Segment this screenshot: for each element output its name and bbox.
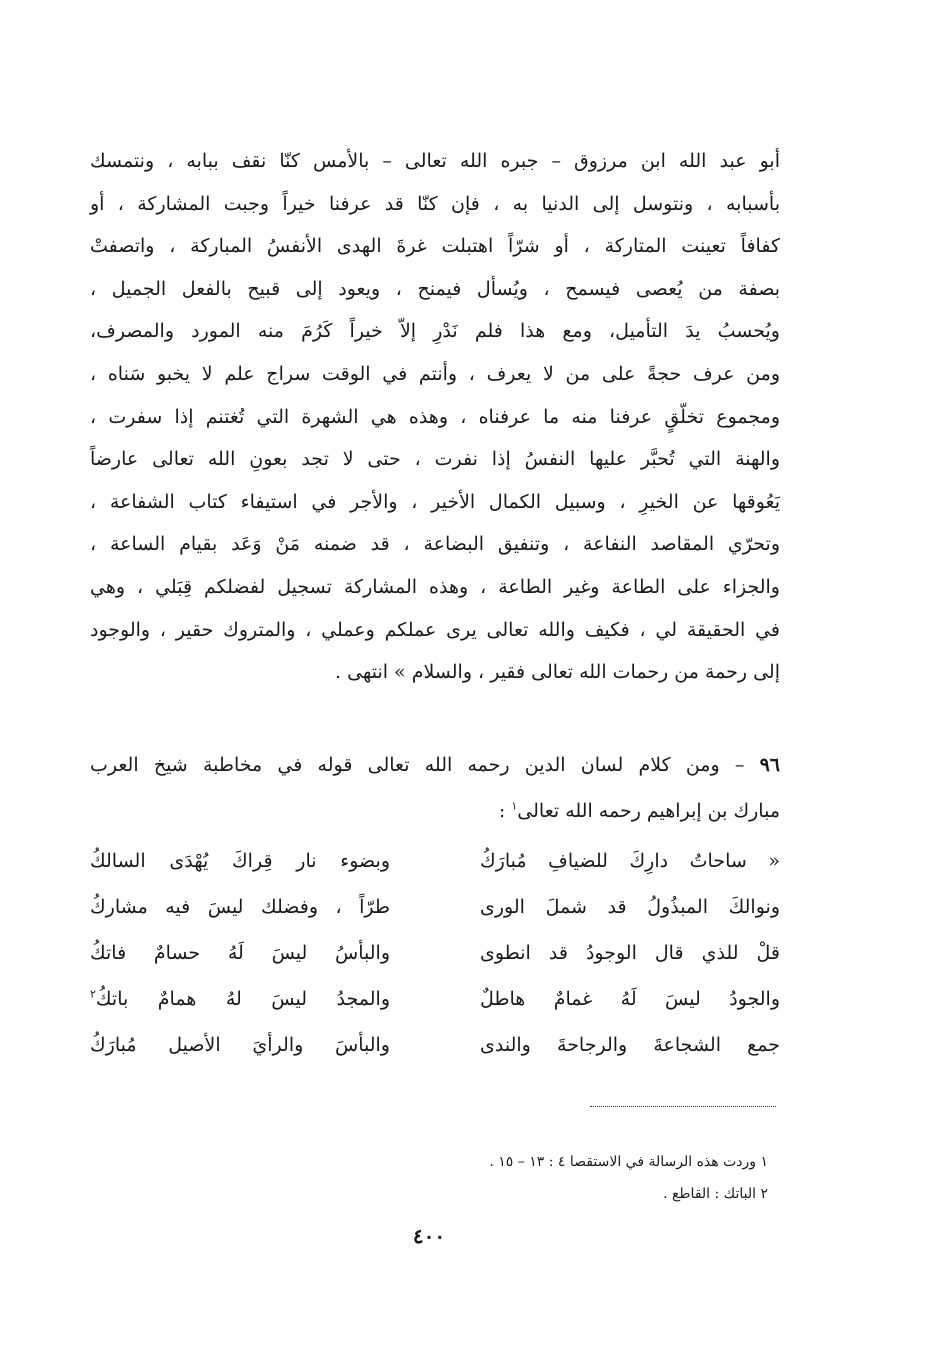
- section-heading-colon: :: [498, 800, 512, 822]
- poem-second-hemistich: وبضوء نار قِراكَ يُهْدَى السالكُ: [90, 850, 390, 872]
- section-heading-text: مبارك بن إبراهيم رحمه الله تعالى: [517, 800, 780, 822]
- footnote: ٢ الباتك : القاطع .: [663, 1186, 768, 1202]
- prose-body: [90, 140, 780, 694]
- poem-second-hemistich: طرّاً ، وفضلك ليسَ فيه مشاركُ: [90, 896, 390, 918]
- footnote: ١ وردت هذه الرسالة في الاستقصا ٤ : ١٣ – ١٥ .: [489, 1154, 768, 1170]
- prose-line: ومجموع تخلّقٍ عرفنا منه ما عرفناه ، وهذه هي الشهرة التي تُغتنم إذا سفرت ،: [90, 405, 780, 428]
- prose-line: والجزاء على الطاعة وغير الطاعة ، وهذه المشاركة تسجيل لفضلكم قِبَلي ، وهي: [90, 575, 780, 598]
- poem-hemistich-text: والمجدُ ليسَ لهُ همامٌ باتكُ: [95, 988, 390, 1010]
- footnote-ref: ١: [511, 799, 518, 813]
- poem-verse: [90, 976, 780, 1022]
- prose-line: والهنة التي تُحبَّر عليها النفسُ إذا نفرت ، حتى لا تجد بعونِ الله تعالى عارضاً: [90, 448, 780, 471]
- prose-line: أبو عبد الله ابن مرزوق – جبره الله تعالى – بالأمس كنّا نقف ببابه ، ونتمسك: [90, 150, 780, 172]
- section-96-heading: [90, 742, 780, 834]
- poem-second-hemistich: [90, 976, 390, 1022]
- prose-line: في الحقيقة لي ، فكيف والله تعالى يرى عملكم وعملي ، والمتروك حقير ، والوجود: [90, 618, 780, 641]
- prose-line: كفافاً تعينت المتاركة ، أو شرّاً اهتبلت غرةَ الهدى الأنفسُ المباركة ، واتصفتْ: [90, 235, 780, 258]
- poem: [90, 838, 780, 1068]
- poem-second-hemistich: والبأسُ ليسَ لَهُ حسامٌ فاتكُ: [90, 942, 390, 964]
- section-heading-text: – ومن كلام لسان الدين رحمه الله تعالى قوله في مخاطبة شيخ العرب: [90, 754, 745, 776]
- poem-first-hemistich: « ساحاتُ دارِكَ للضيافِ مُبارَكُ: [480, 850, 780, 872]
- poem-first-hemistich: جمع الشجاعةَ والرجاحةَ والندى: [480, 1034, 780, 1056]
- poem-first-hemistich: ونوالكَ المبذُولُ قد شملَ الورى: [480, 896, 780, 918]
- prose-line: ويُحسبُ يدَ التأميل، ومع هذا فلم نَدْرِ إلاّ خيراً كَرُمَ منه المورد والمصرف،: [90, 320, 780, 343]
- section-number: ٩٦: [759, 754, 780, 776]
- prose-line: ومن عرف حجةً على من لا يعرف ، وأنتم في الوقت سراج علم لا يخبو سَناه ،: [90, 362, 780, 385]
- footnote-ref: ٢: [90, 987, 96, 1001]
- section-heading-line: [90, 742, 780, 788]
- section-heading-line: [90, 788, 780, 834]
- footnote-divider: [590, 1106, 776, 1107]
- prose-line: يَعُوقها عن الخيرِ ، وسبيل الكمال الأخير ، والأجر في استيفاء كتاب الشفاعة ،: [90, 490, 780, 513]
- poem-verse: [90, 1022, 780, 1068]
- footnotes: [208, 1146, 768, 1210]
- prose-line: وتحرّي المقاصد النفاعة ، وتنفيق البضاعة ، قد ضمنه مَنْ وَعَد بقيام الساعة ،: [90, 533, 780, 556]
- poem-verse: [90, 930, 780, 976]
- prose-line: إلى رحمة من رحمات الله تعالى فقير ، والسلام » انتهى .: [335, 661, 780, 684]
- prose-line: بصفة من يُعصى فيسمح ، ويُسأل فيمنح ، ويعود إلى قبيح بالفعل الجميل ،: [90, 277, 780, 300]
- poem-verse: [90, 884, 780, 930]
- poem-verse: [90, 838, 780, 884]
- page-number: ٤٠٠: [412, 1224, 446, 1248]
- poem-second-hemistich: والبأسَ والرأيَ الأصيل مُبارَكُ: [90, 1034, 390, 1056]
- prose-line: بأسبابه ، ونتوسل إلى الدنيا به ، فإن كنّا قد عرفنا خيراً وجبت المشاركة ، أو: [90, 192, 780, 215]
- poem-first-hemistich: قلْ للذي قال الوجودُ قد انطوى: [480, 942, 780, 964]
- poem-first-hemistich: والجودُ ليسَ لَهُ غمامٌ هاطلٌ: [480, 988, 780, 1010]
